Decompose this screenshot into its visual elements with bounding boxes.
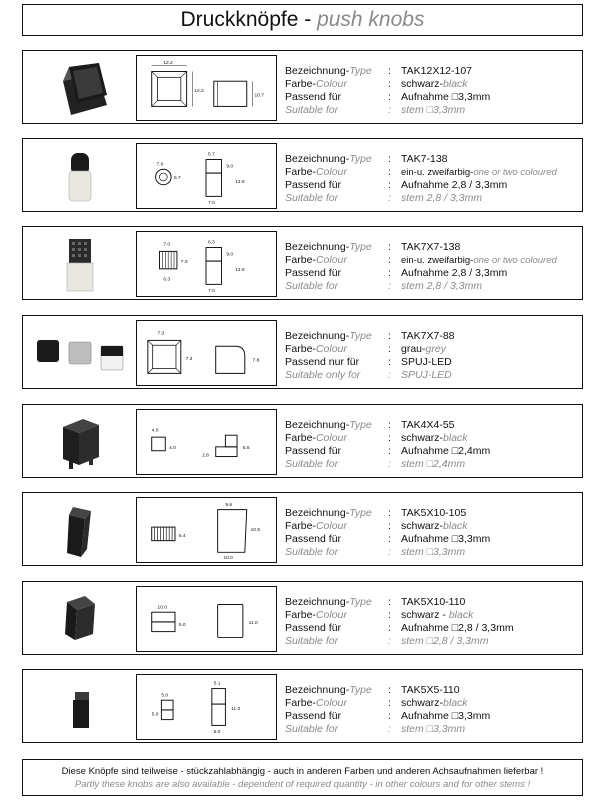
- label-type-de: Bezeichnung-: [285, 684, 350, 696]
- label-suitable: Suitable for: [285, 546, 339, 558]
- product-fits: Aufnahme □3,3mm: [401, 91, 491, 103]
- product-photo: [29, 586, 129, 650]
- technical-drawing: [136, 497, 277, 563]
- colon: :: [388, 192, 391, 204]
- product-suitable: stem 2,8 / 3,3mm: [401, 280, 483, 292]
- dim-label: 5.1: [213, 681, 221, 687]
- product-specs: [285, 153, 580, 205]
- colon: :: [388, 419, 391, 431]
- dim-label: 4.0: [151, 428, 159, 434]
- product-type: TAK7X7-138: [401, 241, 461, 253]
- dim-label: 10.0: [223, 556, 233, 562]
- colon: :: [388, 91, 391, 103]
- colon: :: [388, 507, 391, 519]
- dim-label: 10.5: [250, 527, 261, 533]
- product-fits: Aufnahme 2,8 / 3,3mm: [401, 267, 508, 279]
- product-specs: [285, 684, 580, 736]
- label-type-en: Type: [349, 419, 372, 431]
- technical-drawing: [136, 586, 277, 652]
- product-colour-en: black: [443, 520, 468, 532]
- dim-label: 6.3: [207, 240, 215, 246]
- colon: :: [388, 104, 391, 116]
- label-colour-en: Colour: [315, 78, 347, 90]
- colon: :: [388, 697, 391, 709]
- product-photo: [29, 231, 129, 295]
- product-colour-en: one or two coloured: [473, 167, 557, 178]
- product-type: TAK12X12-107: [401, 65, 473, 77]
- product-colour-en: one or two coloured: [473, 255, 557, 266]
- colon: :: [388, 723, 391, 735]
- dim-label: 5.0: [161, 693, 169, 699]
- product-colour-en: black: [448, 609, 474, 621]
- label-fits: Passend für: [285, 445, 342, 457]
- colon: :: [388, 356, 391, 368]
- label-colour-en: Colour: [315, 520, 347, 532]
- technical-drawing: [136, 55, 277, 121]
- dim-label: 7.8: [252, 358, 260, 364]
- label-type-en: Type: [349, 330, 372, 342]
- product-fits: SPUJ-LED: [401, 356, 452, 368]
- product-colour-de: schwarz-: [401, 432, 444, 444]
- label-fits-only: Passend nur für: [285, 356, 360, 368]
- product-card-tak7x7-138: [22, 226, 583, 300]
- product-fits: Aufnahme □2,8 / 3,3mm: [401, 622, 514, 634]
- product-colour-en: grey: [425, 343, 446, 355]
- label-colour-de: Farbe-: [285, 343, 316, 355]
- product-specs: [285, 241, 580, 293]
- dim-label: 7.3: [157, 331, 165, 337]
- label-colour-de: Farbe-: [285, 697, 316, 709]
- technical-drawing: [136, 674, 277, 740]
- colon: :: [388, 458, 391, 470]
- product-photo: [29, 497, 129, 561]
- label-type-de: Bezeichnung-: [285, 65, 350, 77]
- product-fits: Aufnahme □2,4mm: [401, 445, 491, 457]
- colon: :: [388, 65, 391, 77]
- dim-label: 7.3: [185, 356, 193, 362]
- technical-drawing: [136, 143, 277, 209]
- colon: :: [388, 166, 391, 178]
- colon: :: [388, 179, 391, 191]
- product-type: TAK5X10-105: [401, 507, 467, 519]
- label-colour-en: Colour: [315, 432, 347, 444]
- dim-label: 7.0: [207, 289, 215, 295]
- product-colour-de: grau-: [401, 343, 426, 355]
- colon: :: [388, 622, 391, 634]
- label-colour-en: Colour: [315, 343, 347, 355]
- product-colour-de: schwarz-: [401, 697, 444, 709]
- product-fits: Aufnahme 2,8 / 3,3mm: [401, 179, 508, 191]
- product-card-tak4x4-55: [22, 404, 583, 478]
- dim-label: 10.0: [157, 605, 167, 611]
- label-suitable: Suitable for: [285, 280, 339, 292]
- label-type-de: Bezeichnung-: [285, 241, 350, 253]
- colon: :: [388, 280, 391, 292]
- label-type-de: Bezeichnung-: [285, 419, 350, 431]
- title-de: Druckknöpfe: [180, 8, 299, 31]
- label-type-en: Type: [349, 241, 372, 253]
- product-type: TAK7X7-88: [401, 330, 455, 342]
- label-colour-de: Farbe-: [285, 254, 316, 266]
- label-fits: Passend für: [285, 533, 342, 545]
- label-type-de: Bezeichnung-: [285, 153, 350, 165]
- product-specs: [285, 507, 580, 559]
- colon: :: [388, 596, 391, 608]
- title-separator: -: [298, 8, 318, 31]
- product-card-tak5x10-110: [22, 581, 583, 655]
- dim-label: 12.2: [163, 60, 173, 66]
- dim-label: 9.0: [226, 252, 234, 258]
- label-colour-en: Colour: [315, 697, 347, 709]
- dim-label: 7.0: [180, 260, 188, 266]
- label-type-de: Bezeichnung-: [285, 507, 350, 519]
- label-type-en: Type: [349, 684, 372, 696]
- label-colour-de: Farbe-: [285, 609, 316, 621]
- label-type-de: Bezeichnung-: [285, 596, 350, 608]
- dim-label: 2.8: [202, 453, 209, 459]
- product-suitable: stem □3,3mm: [401, 546, 466, 558]
- colon: :: [388, 635, 391, 647]
- product-photo: [29, 55, 129, 119]
- dim-label: 10.7: [254, 93, 264, 99]
- product-photo: [29, 143, 129, 207]
- colon: :: [388, 153, 391, 165]
- product-card-tak7-138: [22, 138, 583, 212]
- label-type-en: Type: [349, 507, 372, 519]
- technical-drawing: [136, 320, 277, 386]
- technical-drawing: [136, 231, 277, 297]
- colon: :: [388, 520, 391, 532]
- label-suitable: Suitable for: [285, 635, 339, 647]
- product-suitable: stem 2,8 / 3,3mm: [401, 192, 483, 204]
- label-colour-de: Farbe-: [285, 78, 316, 90]
- colon: :: [388, 432, 391, 444]
- label-colour-de: Farbe-: [285, 166, 316, 178]
- label-suitable-only: Suitable only for: [285, 369, 361, 381]
- colon: :: [388, 330, 391, 342]
- product-photo: [29, 320, 129, 384]
- colon: :: [388, 710, 391, 722]
- label-suitable: Suitable for: [285, 192, 339, 204]
- product-fits: Aufnahme □3,3mm: [401, 710, 491, 722]
- colon: :: [388, 445, 391, 457]
- product-card-tak5x10-105: [22, 492, 583, 566]
- dim-label: 5.0: [151, 712, 159, 718]
- product-card-tak5x5-110: [22, 669, 583, 743]
- dim-label: 4.0: [169, 445, 176, 451]
- product-photo: [29, 674, 129, 738]
- label-fits: Passend für: [285, 710, 342, 722]
- colon: :: [388, 684, 391, 696]
- label-colour-de: Farbe-: [285, 432, 316, 444]
- label-fits: Passend für: [285, 91, 342, 103]
- footer-line-en: Partly these knobs are also available - dependent of required quantity - in other colours and for other stems !: [74, 779, 531, 790]
- product-specs: [285, 419, 580, 471]
- product-colour-en: black: [443, 697, 468, 709]
- dim-label: 5.7: [174, 175, 181, 181]
- colon: :: [388, 609, 391, 621]
- dim-label: 13.8: [235, 179, 245, 185]
- product-type: TAK4X4-55: [401, 419, 455, 431]
- product-colour-de: ein-u. zweifarbig-: [401, 167, 474, 178]
- label-colour-en: Colour: [315, 254, 347, 266]
- product-colour-de: schwarz-: [401, 78, 444, 90]
- dim-label: 5.5: [242, 445, 250, 451]
- product-card-tak12x12-107: [22, 50, 583, 124]
- label-suitable: Suitable for: [285, 723, 339, 735]
- product-colour-en: black: [443, 78, 468, 90]
- product-suitable: stem □2,4mm: [401, 458, 466, 470]
- footer-note: [22, 759, 583, 796]
- dim-label: 7.0: [156, 162, 164, 168]
- colon: :: [388, 343, 391, 355]
- technical-drawing: [136, 409, 277, 475]
- product-colour-de: schwarz -: [401, 609, 449, 621]
- label-type-de: Bezeichnung-: [285, 330, 350, 342]
- product-colour-en: black: [443, 432, 468, 444]
- label-colour-en: Colour: [315, 166, 347, 178]
- page-title: [22, 4, 583, 36]
- product-colour-de: ein-u. zweifarbig-: [401, 255, 474, 266]
- label-colour-de: Farbe-: [285, 520, 316, 532]
- dim-label: 11.0: [231, 706, 241, 712]
- label-fits: Passend für: [285, 622, 342, 634]
- product-specs: [285, 65, 580, 117]
- colon: :: [388, 267, 391, 279]
- product-suitable: stem □2,8 / 3,3mm: [401, 635, 489, 647]
- label-fits: Passend für: [285, 267, 342, 279]
- dim-label: 6.3: [163, 277, 171, 283]
- product-type: TAK7-138: [401, 153, 448, 165]
- dim-label: 5.7: [207, 152, 215, 158]
- dim-label: 5.0: [178, 622, 186, 628]
- product-type: TAK5X5-110: [401, 684, 460, 696]
- product-specs: [285, 596, 580, 648]
- colon: :: [388, 369, 391, 381]
- product-specs: [285, 330, 580, 382]
- label-suitable: Suitable for: [285, 458, 339, 470]
- dim-label: 9.0: [226, 164, 234, 170]
- product-suitable: SPUJ-LED: [401, 369, 452, 381]
- colon: :: [388, 533, 391, 545]
- product-photo: [29, 409, 129, 473]
- colon: :: [388, 254, 391, 266]
- label-colour-en: Colour: [315, 609, 347, 621]
- colon: :: [388, 546, 391, 558]
- product-type: TAK5X10-110: [401, 596, 466, 608]
- product-suitable: stem □3,3mm: [401, 723, 466, 735]
- product-colour-de: schwarz-: [401, 520, 444, 532]
- footer-line-de: Diese Knöpfe sind teilweise - stückzahlabhängig - auch in anderen Farben und anderen Achsaufnahmen lieferbar !: [61, 766, 544, 777]
- label-type-en: Type: [349, 65, 372, 77]
- dim-label: 5.0: [213, 730, 221, 736]
- dim-label: 9.6: [225, 502, 233, 508]
- product-card-tak7x7-88: [22, 315, 583, 389]
- colon: :: [388, 78, 391, 90]
- colon: :: [388, 241, 391, 253]
- dim-label: 11.0: [248, 620, 258, 626]
- product-suitable: stem □3,3mm: [401, 104, 466, 116]
- label-fits: Passend für: [285, 179, 342, 191]
- dim-label: 7.0: [163, 242, 171, 248]
- dim-label: 7.0: [207, 201, 215, 207]
- dim-label: 13.8: [235, 267, 245, 273]
- dim-label: 5.4: [178, 533, 186, 539]
- label-suitable: Suitable for: [285, 104, 339, 116]
- label-type-en: Type: [349, 596, 372, 608]
- title-en: push knobs: [317, 8, 425, 31]
- label-type-en: Type: [349, 153, 372, 165]
- product-fits: Aufnahme □3,3mm: [401, 533, 491, 545]
- dim-label: 12.2: [194, 88, 204, 94]
